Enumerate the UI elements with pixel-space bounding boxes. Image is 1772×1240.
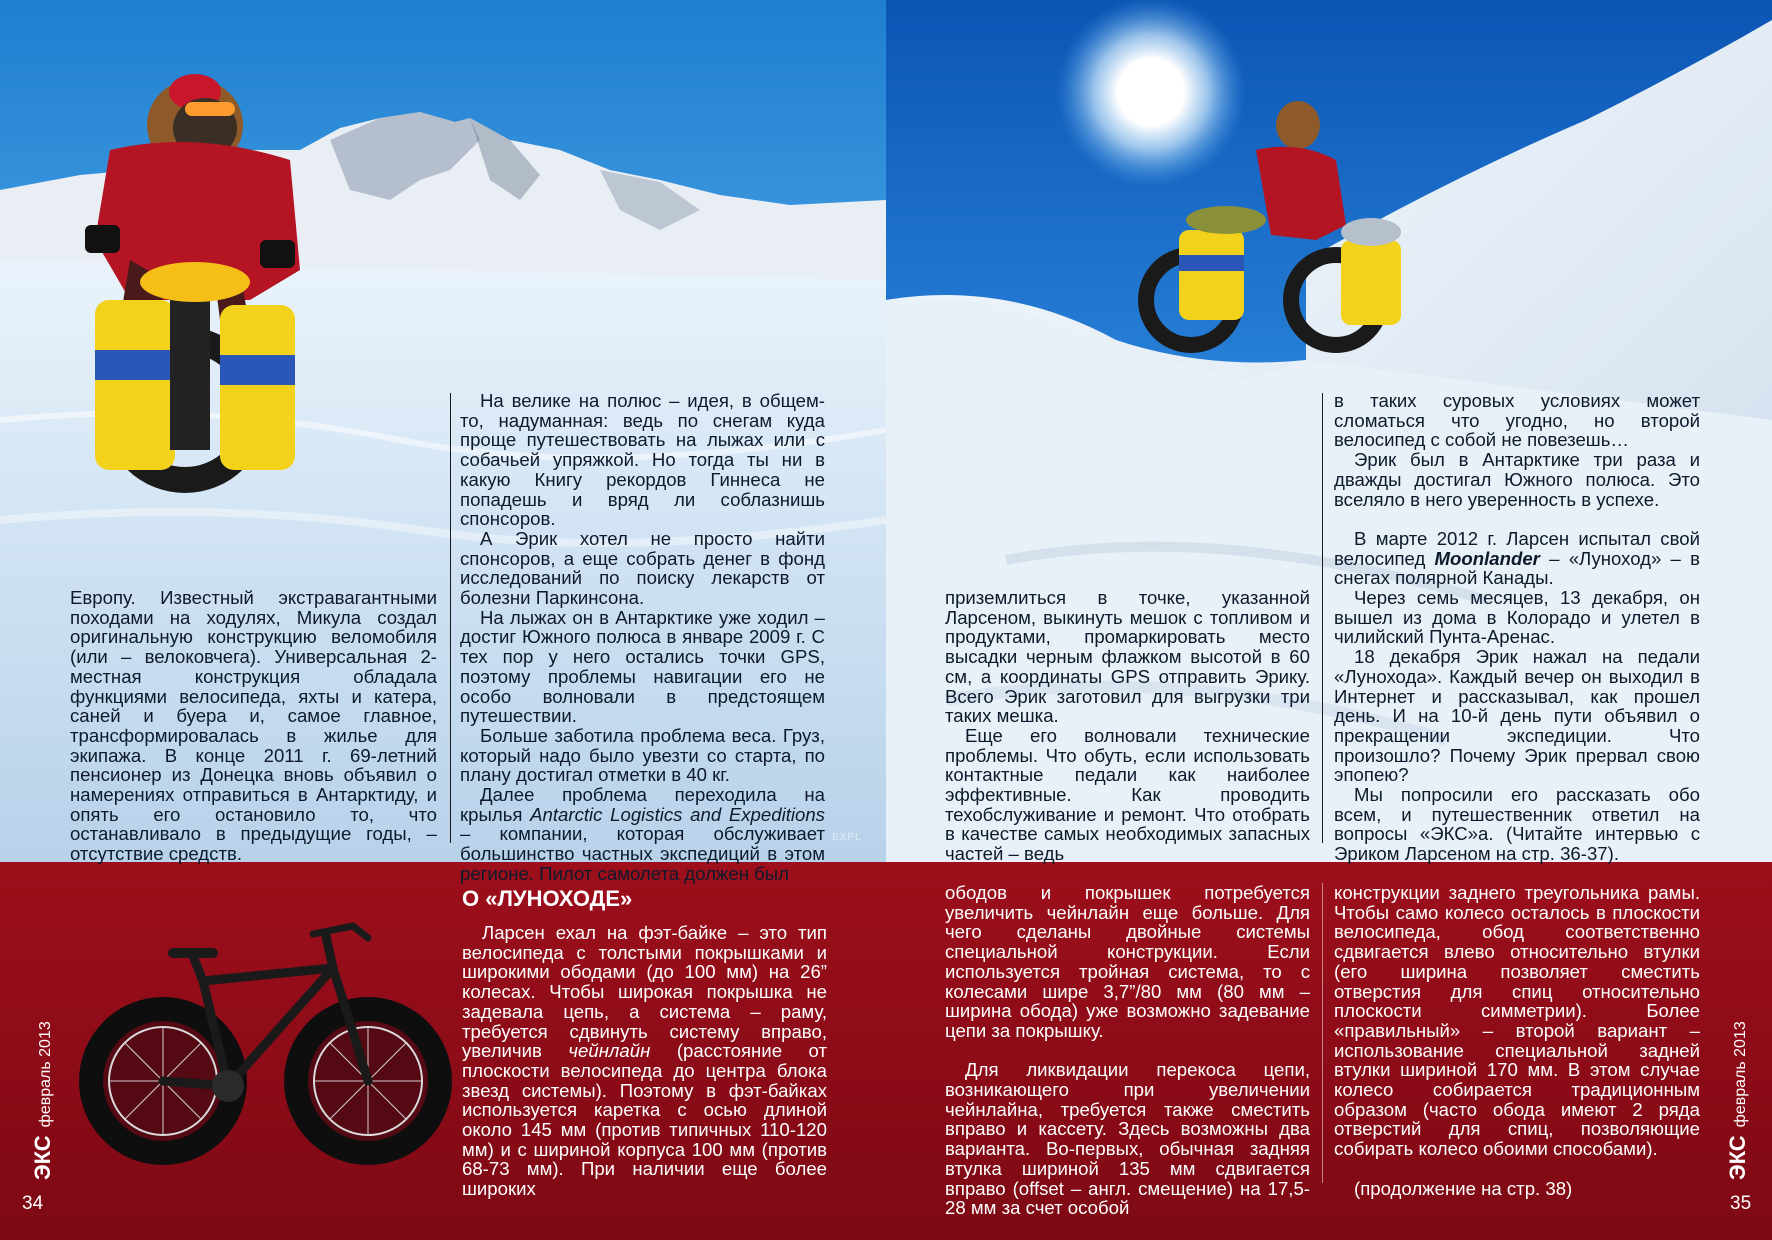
paragraph [462,923,827,1199]
text-run: (расстояние от плоскости велосипеда до центра блока звезд системы). Поэтому в фэт-байках используется каретка с осью длиной около 145 мм (против типичных 110-120 мм) и с шириной корпуса 100 мм (против 68-73 мм). При наличии еще более широких [462,1040,827,1200]
photo-credit: EXPL [832,832,862,843]
paragraph: 18 декабря Эрик нажал на педали «Лунохода». Каждый вечер он выходил в Интернет и рассказывал, как прошел день. И на 10-й день пути объявил о прекращении экспедиции. Что произошло? Почему Эрик прервал свою эпопею? [1334,646,1700,786]
company-name: Antarctic Logistics and Expeditions [530,803,825,825]
paragraph: Больше заботила проблема веса. Груз, который надо было увезти со старта, по плану достигал отметки в 40 кг. [460,724,825,786]
sidebar-column-1 [462,923,827,1199]
column-divider [1322,393,1323,843]
paragraph: Еще его волновали технические проблемы. Что обуть, если использовать контактные педали как наиболее эффективные. Как проводить техобслуживание и ремонт. Что отобрать в качестве самых необходимых запасных частей – ведь [945,724,1310,865]
article-column-2 [460,391,825,884]
issue-date: февраль 2013 [37,1021,54,1128]
text-run: – компании, которая обслуживает большинство частных экспедиций в этом регионе. Пилот самолета должен был [460,823,825,884]
column-divider [1322,883,1323,1183]
bike-model-name: Moonlander [1434,547,1540,569]
article-column-4 [1334,391,1700,864]
sidebar-column-2 [945,883,1310,1218]
folio-right [1725,1021,1751,1180]
fat-bike-illustration [68,916,468,1176]
paragraph: Через семь месяцев, 13 декабря, он вышел из дома в Колорадо и улетел в чилийский Пунта-Аренас. [1334,587,1700,648]
sidebar-title: О «ЛУНОХОДЕ» [462,886,633,911]
paragraph: Эрик был в Антарктике три раза и дважды достигал Южного полюса. Это вселяло в него уверенность в успехе. [1334,449,1700,510]
paragraph: На лыжах он в Антарктике уже ходил – достиг Южного полюса в январе 2009 г. С тех пор у него остались точки GPS, поэтому проблемы навигации его не особо волновали в предстоящем путешествии. [460,606,825,727]
paragraph: приземлиться в точке, указанной Ларсеном, выкинуть мешок с топливом и продуктами, промаркировать место высадки черным флажком высотой в 60 см, а координаты GPS отправить Эрику. Всего Эрик заготовил для выгрузки три таких мешка. [945,587,1310,727]
continuation-note: (продолжение на стр. 38) [1354,1177,1573,1199]
paragraph: в таких суровых условиях может сломаться что угодно, но второй велосипед с собой не повезешь… [1334,390,1700,451]
paragraph [460,785,825,884]
sidebar-column-3 [1334,883,1700,1198]
paragraph: ободов и покрышек потребуется увеличить чейнлайн еще больше. Для чего сделаны двойные системы специальной конструкции. Если используется тройная система, то с колесами шире 3,7”/80 мм (80 мм – ширина обода) уже возможно задевание цепи за покрышку. [945,882,1310,1041]
paragraph: Европу. Известный экстравагантными походами на ходулях, Микула создал оригинальную конструкцию веломобиля (или – велоковчега). Универсальная 2-местная конструкция обладала функциями велосипеда, яхты и катера, саней и буера и, самое главное, трансформировалась в жилье для экипажа. В конце 2011 г. 69-летний пенсионер из Донецка вновь объявил о намерениях отправиться в Антарктиду, и опять его остановило то, что останавливало в предыдущие годы, – отсутствие средств. [70,587,437,865]
article-column-1 [70,588,437,864]
paragraph: Для ликвидации перекоса цепи, возникающего при увеличении чейнлайна, требуется также сместить вправо и кассету. Здесь возможны два варианта. Во-первых, обычная задняя втулка шириной 135 мм сдвигается вправо (offset – англ. смещение) на 17,5-28 мм за счет особой [945,1059,1310,1219]
article-column-3 [945,588,1310,864]
page-number-right: 35 [1730,1193,1752,1214]
paragraph: Мы попросили его рассказать обо всем, и путешественник ответил на вопросы «ЭКС»а. (Читайте интервью с Эриком Ларсеном на стр. 36-37). [1334,784,1700,865]
paragraph: конструкции заднего треугольника рамы. Чтобы само колесо осталось в плоскости велосипеда, обод соответственно сдвигается влево относительно втулки (его ширина позволяет сместить отверстия для спиц относительно плоскости симметрии). Более «правильный» – второй вариант – использование специальной задней втулки шириной 170 мм. В этом случае колесо собирается традиционным образом (часто обода имеют 2 ряда отверстий для спиц, позволяющие собирать колесо обоими способами). [1334,882,1700,1160]
folio-left [30,1021,56,1180]
paragraph: На велике на полюс – идея, в общем-то, надуманная: ведь по снегам куда проще путешествовать на лыжах или с собачьей упряжкой. Но тогда ты ни в какую Книгу рекордов Гиннеса не попадешь и вряд ли соблазнишь спонсоров. [460,390,825,530]
page-number-left: 34 [22,1193,44,1214]
magazine-name: ЭКС [30,1135,55,1180]
paragraph: А Эрик хотел не просто найти спонсоров, а еще собрать денег в фонд исследований по поиску лекарств от болезни Паркинсона. [460,527,825,609]
text-run: Ларсен ехал на фэт-байке – это тип велосипеда с толстыми покрышками и широкими ободами (до 100 мм) на 26” колесах. Чтобы широкая покрышка не задевала цепь, а система – раму, требуется сдвинуть систему вправо, увеличив [462,922,827,1062]
magazine-name: ЭКС [1725,1135,1750,1180]
text-run: – «Луноход» – в снегах полярной Канады. [1334,547,1700,589]
text-run: В марте 2012 г. Ларсен испытал свой велосипед [1334,527,1700,569]
column-divider [450,393,451,843]
issue-date: февраль 2013 [1732,1021,1749,1128]
text-run: Далее проблема переходила на крылья [460,784,825,825]
term: чейнлайн [568,1040,651,1062]
paragraph [1334,529,1700,588]
